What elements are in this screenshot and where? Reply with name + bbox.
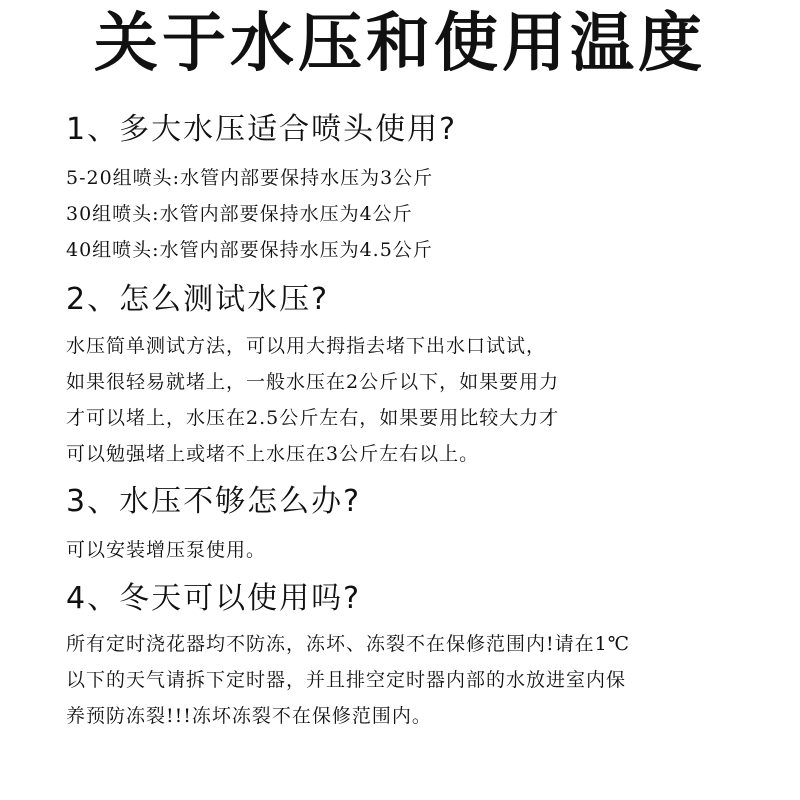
body-line: 可以安装增压泵使用。 — [66, 539, 267, 561]
body-line: 水压简单测试方法，可以用大拇指去堵下出水口试试， — [66, 335, 547, 357]
body-line: 以下的天气请拆下定时器，并且排空定时器内部的水放进室内保 — [66, 669, 627, 691]
body-line: 所有定时浇花器均不防冻，冻坏、冻裂不在保修范围内!请在1℃ — [66, 633, 630, 655]
body-line: 30组喷头:水管内部要保持水压为4公斤 — [66, 203, 413, 225]
body-line: 可以勉强堵上或堵不上水压在3公斤左右以上。 — [66, 443, 480, 465]
body-line: 养预防冻裂!!!冻坏冻裂不在保修范围内。 — [66, 705, 432, 727]
section-heading-water-pressure-range: 1、多大水压适合喷头使用? — [66, 112, 458, 147]
body-line: 40组喷头:水管内部要保持水压为4.5公斤 — [66, 239, 433, 261]
section-heading-winter-use: 4、冬天可以使用吗? — [66, 581, 362, 616]
body-line: 5-20组喷头:水管内部要保持水压为3公斤 — [66, 167, 434, 189]
page-title: 关于水压和使用温度 — [94, 6, 706, 81]
section-heading-low-pressure: 3、水压不够怎么办? — [66, 484, 362, 519]
body-line: 才可以堵上，水压在2.5公斤左右，如果要用比较大力才 — [66, 407, 560, 429]
section-body-pressure-test — [66, 328, 746, 472]
section-body-winter-use — [66, 626, 746, 734]
body-line: 如果很轻易就堵上，一般水压在2公斤以下，如果要用力 — [66, 371, 560, 393]
section-body-water-pressure-range — [66, 160, 746, 268]
section-heading-pressure-test: 2、怎么测试水压? — [66, 282, 330, 317]
section-body-low-pressure — [66, 532, 746, 568]
